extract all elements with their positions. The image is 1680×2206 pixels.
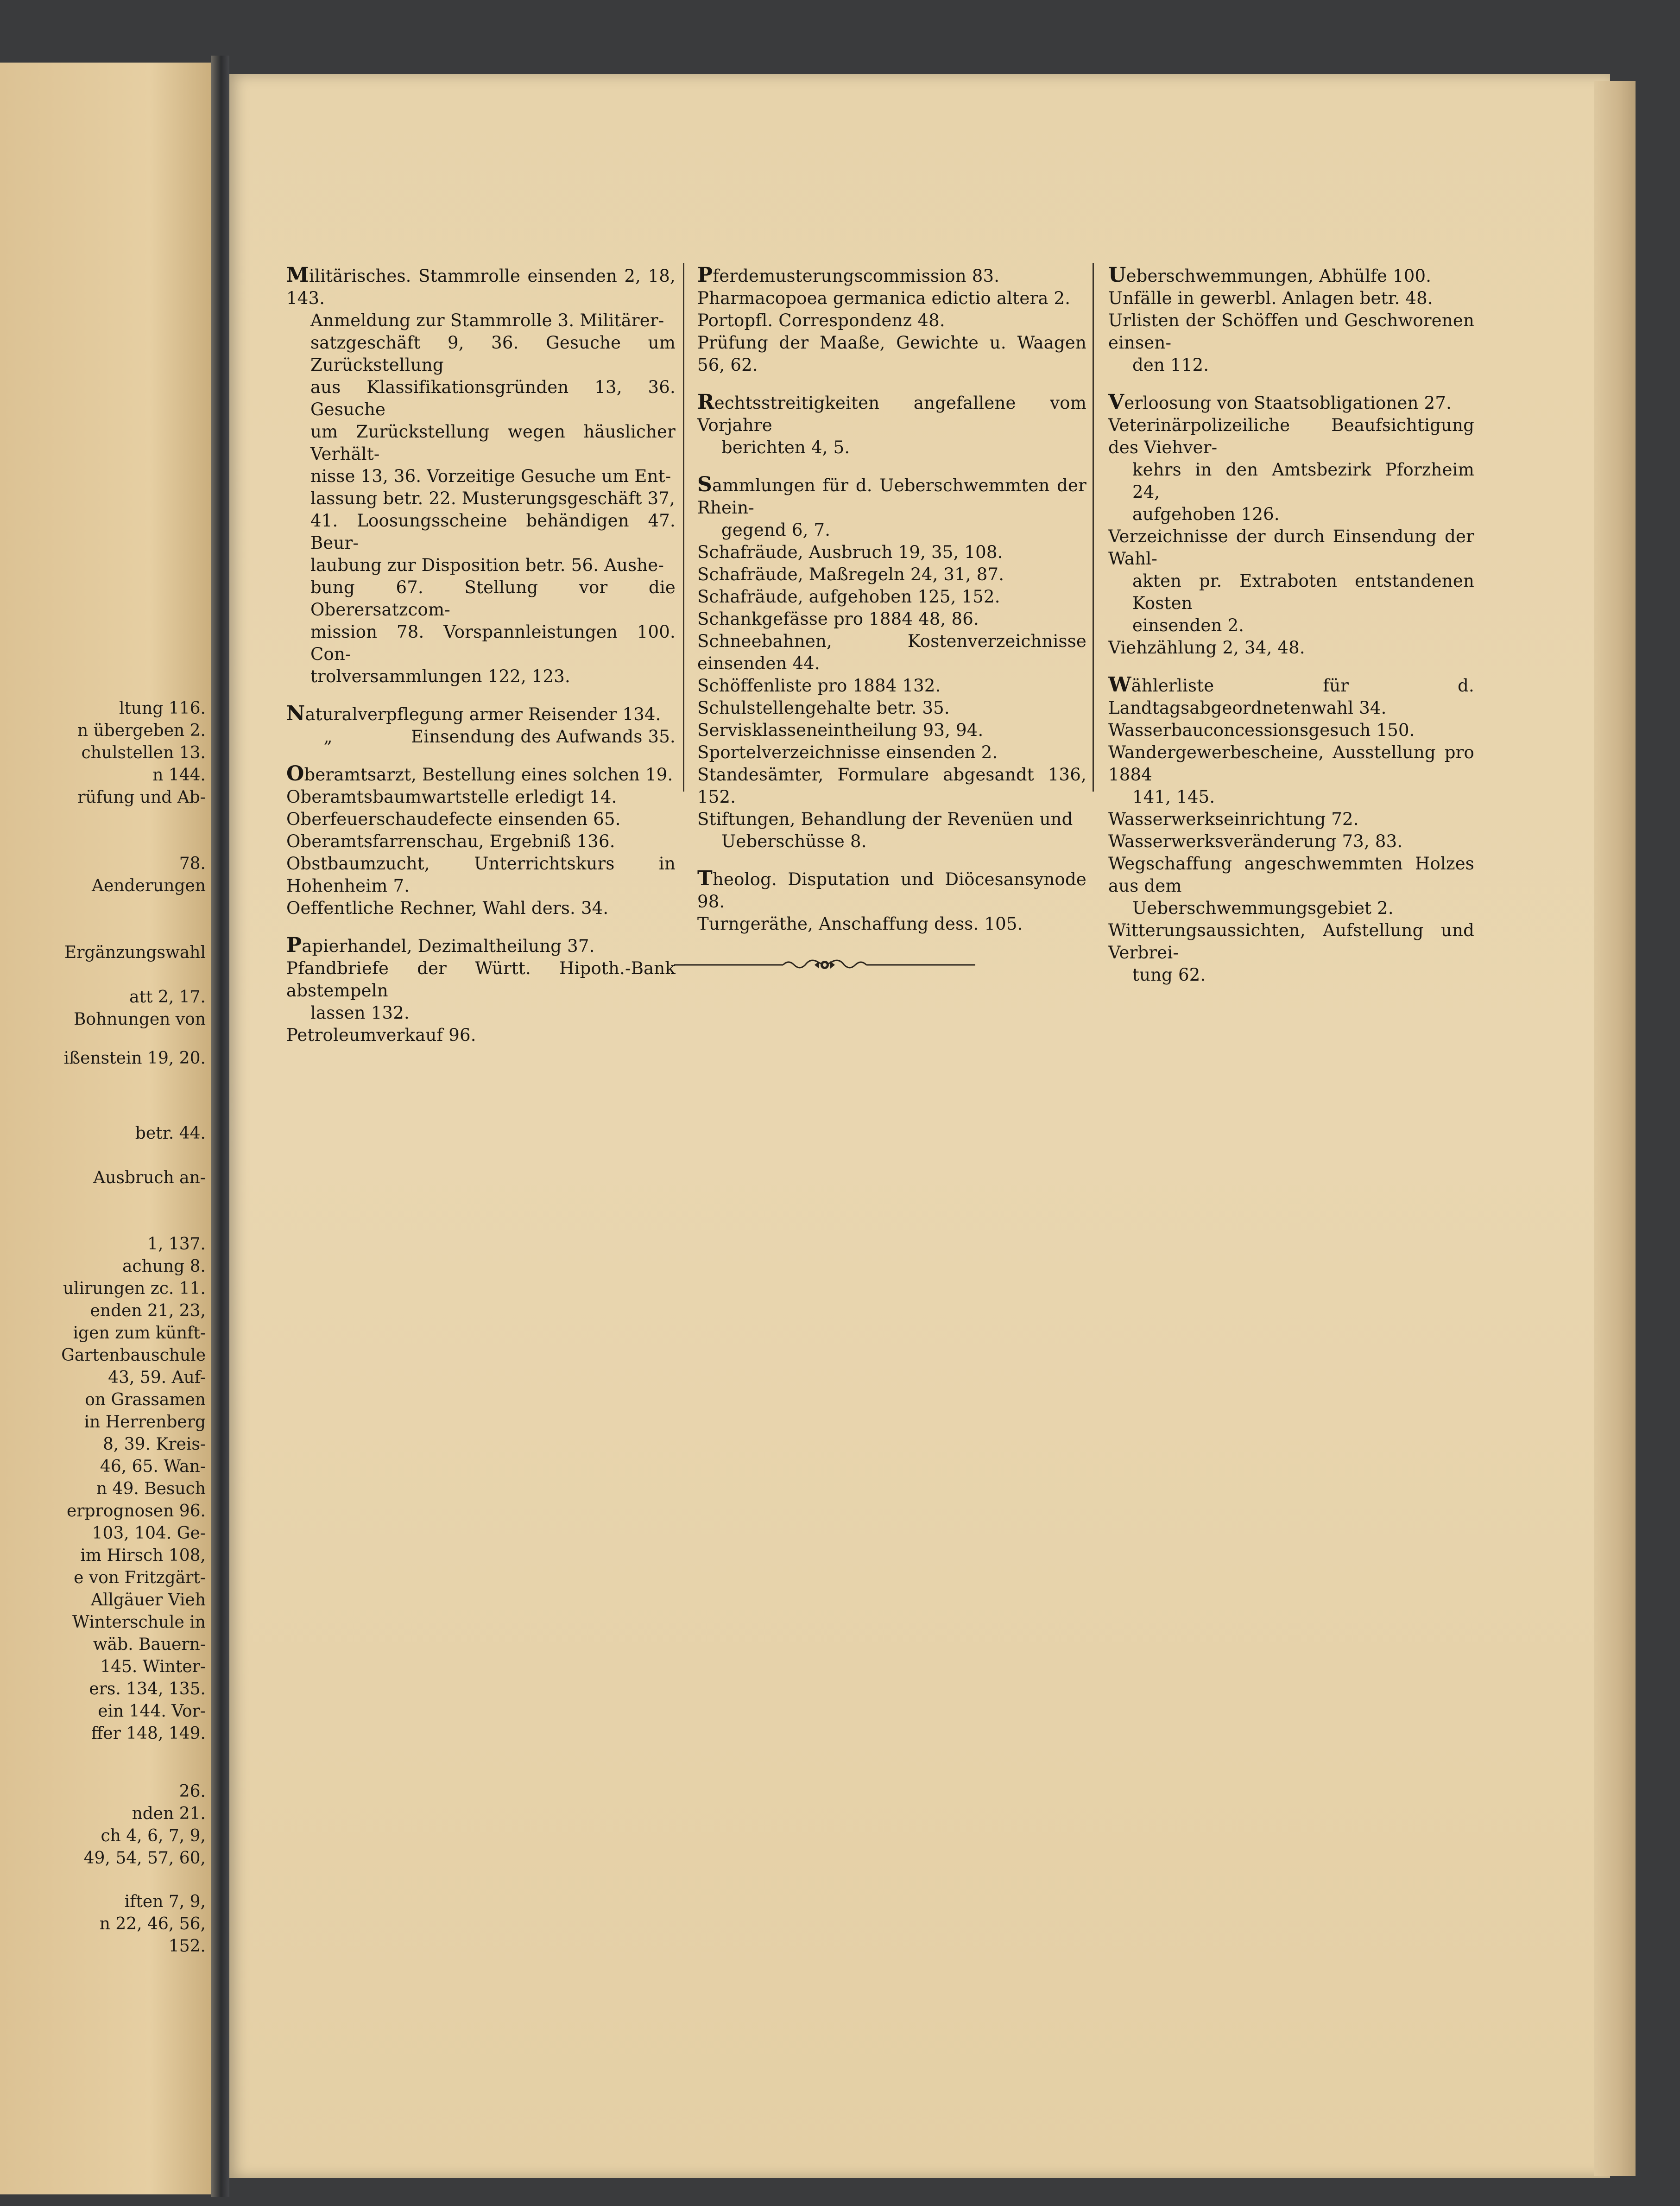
left-page-fragment: betr. 44. xyxy=(135,1124,206,1143)
index-entry-continuation: bung 67. Stellung vor die Oberersatzcom- xyxy=(310,577,676,620)
left-page-fragment: Ergänzungswahl xyxy=(64,943,206,962)
section-initial-letter: N xyxy=(286,702,305,725)
index-entry xyxy=(286,853,676,897)
index-entry-heading: Prüfung der Maaße, Gewichte u. Waagen 56, 62. xyxy=(697,333,1086,375)
section-gap xyxy=(286,748,676,763)
index-entry-heading: Wasserwerkseinrichtung 72. xyxy=(1108,809,1359,829)
index-entry xyxy=(286,808,676,830)
index-entry-continuation: Anmeldung zur Stammrolle 3. Militärer- xyxy=(310,311,664,330)
left-page-fragment: im Hirsch 108, xyxy=(80,1546,206,1565)
index-entry xyxy=(286,703,676,726)
index-entry xyxy=(286,934,676,957)
left-page-fragment: in Herrenberg xyxy=(84,1413,206,1432)
index-entry-heading: Schafräude, aufgehoben 125, 152. xyxy=(697,587,1000,607)
left-page-fragment: att 2, 17. xyxy=(129,988,206,1007)
section-gap xyxy=(1108,659,1474,674)
section-gap xyxy=(697,459,1086,474)
index-entry xyxy=(1108,830,1474,853)
left-page-fragment: erprognosen 96. xyxy=(66,1502,206,1521)
left-page-fragment: 78. xyxy=(179,854,206,873)
index-entry-continuation: Ueberschwemmungsgebiet 2. xyxy=(1132,898,1394,918)
index-entry-heading: Naturalverpflegung armer Reisender 134. xyxy=(286,702,661,725)
index-entry xyxy=(697,586,1086,608)
section-initial-letter: S xyxy=(697,473,712,496)
index-entry xyxy=(1108,674,1474,719)
left-page-fragment: iften 7, 9, xyxy=(124,1892,206,1911)
index-entry-heading: Portopfl. Correspondenz 48. xyxy=(697,311,945,330)
index-entry-heading: Ueberschwemmungen, Abhülfe 100. xyxy=(1108,263,1432,287)
section-initial-letter: V xyxy=(1108,390,1124,414)
left-page-fragment: achung 8. xyxy=(122,1257,206,1276)
left-page-fragment: 46, 65. Wan- xyxy=(100,1457,206,1476)
left-page-fragment: n 49. Besuch xyxy=(96,1479,206,1498)
section-initial-letter: T xyxy=(697,867,713,890)
section-initial-letter: P xyxy=(697,263,713,287)
index-entry xyxy=(286,957,676,1024)
index-entry-heading: Pfandbriefe der Württ. Hipoth.-Bank abstempeln xyxy=(286,958,676,1001)
index-entry-heading: Schulstellengehalte betr. 35. xyxy=(697,698,950,718)
index-entry-heading: Standesämter, Formulare abgesandt 136, 152. xyxy=(697,765,1086,807)
left-page-text-fragments xyxy=(0,63,214,2194)
index-entry xyxy=(286,763,676,786)
left-page-fragment: e von Fritzgärt- xyxy=(74,1568,206,1587)
index-entry-heading: Wegschaffung angeschwemmten Holzes aus dem xyxy=(1108,854,1474,896)
index-entry xyxy=(697,719,1086,742)
index-entry-continuation: nisse 13, 36. Vorzeitige Gesuche um Ent- xyxy=(310,466,671,486)
index-entry-continuation: berichten 4, 5. xyxy=(721,437,850,457)
left-page-fragment: 1, 137. xyxy=(147,1235,206,1254)
section-gap xyxy=(697,853,1086,868)
index-entry-continuation: aus Klassifikationsgründen 13, 36. Gesuche xyxy=(310,377,676,419)
index-entry-heading: Oeffentliche Rechner, Wahl ders. 34. xyxy=(286,898,609,918)
index-entry-heading: Verloosung von Staatsobligationen 27. xyxy=(1108,390,1452,414)
index-entry-heading: Pferdemusterungscommission 83. xyxy=(697,263,1000,287)
index-entry xyxy=(1108,637,1474,659)
index-entry-continuation: lassen 132. xyxy=(310,1003,410,1023)
index-entry-heading: Oberamtsbaumwartstelle erledigt 14. xyxy=(286,787,617,807)
index-entry xyxy=(1108,742,1474,808)
index-entry-heading: Stiftungen, Behandlung der Revenüen und xyxy=(697,809,1073,829)
left-page-fragment: wäb. Bauern- xyxy=(93,1635,206,1654)
index-entry xyxy=(697,742,1086,764)
index-entry xyxy=(1108,919,1474,986)
index-entry-heading: Oberamtsfarrenschau, Ergebniß 136. xyxy=(286,831,615,851)
section-gap xyxy=(697,376,1086,391)
index-entry xyxy=(697,287,1086,310)
index-entry xyxy=(1108,310,1474,376)
index-entry-text: Einsendung des Aufwands 35. xyxy=(411,727,676,747)
index-entry-heading: Oberfeuerschaudefecte einsenden 65. xyxy=(286,809,621,829)
left-page-fragment: n 22, 46, 56, xyxy=(99,1914,206,1933)
index-entry-heading: Schafräude, Maßregeln 24, 31, 87. xyxy=(697,564,1004,584)
left-page-fragment: ers. 134, 135. xyxy=(89,1680,206,1699)
index-entry-heading: Wasserbauconcessionsgesuch 150. xyxy=(1108,720,1415,740)
left-page-fragment: 8, 39. Kreis- xyxy=(102,1435,206,1454)
index-entry-continuation: laubung zur Disposition betr. 56. Aushe- xyxy=(310,555,664,575)
index-entry-heading: Papierhandel, Dezimaltheilung 37. xyxy=(286,933,595,957)
section-initial-letter: R xyxy=(697,390,714,414)
column-rule-2 xyxy=(1093,263,1094,792)
index-entry-ditto-line xyxy=(286,726,676,748)
index-entry-heading: Oberamtsarzt, Bestellung eines solchen 19. xyxy=(286,762,673,786)
index-entry-heading: Urlisten der Schöffen und Geschworenen einsen- xyxy=(1108,311,1474,353)
section-gap xyxy=(286,919,676,934)
left-page-fragment: ch 4, 6, 7, 9, xyxy=(101,1826,206,1845)
index-entry-heading: Unfälle in gewerbl. Anlagen betr. 48. xyxy=(1108,288,1433,308)
index-entry xyxy=(697,808,1086,853)
left-page-fragment: chulstellen 13. xyxy=(81,743,206,762)
left-page-fragment: 26. xyxy=(179,1782,206,1801)
index-entry xyxy=(286,264,676,688)
index-entry xyxy=(697,764,1086,808)
index-entry-continuation: lassung betr. 22. Musterungsgeschäft 37, xyxy=(310,488,676,508)
left-page-fragment: ltung 116. xyxy=(119,699,206,718)
index-entry-continuation: Ueberschüsse 8. xyxy=(721,831,867,851)
index-entry-continuation: trolversammlungen 122, 123. xyxy=(310,666,570,686)
index-entry-heading: Schafräude, Ausbruch 19, 35, 108. xyxy=(697,542,1003,562)
index-entry xyxy=(697,264,1086,287)
index-entry xyxy=(697,541,1086,564)
index-entry xyxy=(697,391,1086,459)
left-page-fragment: enden 21, 23, xyxy=(90,1301,206,1320)
index-entry xyxy=(697,868,1086,913)
index-entry-continuation: gegend 6, 7. xyxy=(721,520,831,540)
index-entry-continuation: mission 78. Vorspannleistungen 100. Con- xyxy=(310,622,676,664)
index-entry xyxy=(1108,808,1474,830)
section-initial-letter: U xyxy=(1108,263,1126,287)
index-entry-heading: Wählerliste für d. Landtagsabgeordnetenwahl 34. xyxy=(1108,673,1474,718)
left-page-fragment: n übergeben 2. xyxy=(77,721,206,740)
left-page-fragment: ffer 148, 149. xyxy=(91,1724,206,1743)
index-entry-heading: Petroleumverkauf 96. xyxy=(286,1025,476,1045)
index-entry xyxy=(697,474,1086,541)
index-entry xyxy=(697,913,1086,935)
index-entry-heading: Theolog. Disputation und Diöcesansynode 98. xyxy=(697,867,1086,912)
index-entry-continuation: einsenden 2. xyxy=(1132,615,1244,635)
index-entry-heading: Viehzählung 2, 34, 48. xyxy=(1108,638,1305,658)
index-entry xyxy=(697,675,1086,697)
left-page-fragment: ein 144. Vor- xyxy=(98,1702,206,1721)
index-entry-continuation: akten pr. Extraboten entstandenen Kosten xyxy=(1132,571,1474,613)
index-entry-continuation: kehrs in den Amtsbezirk Pforzheim 24, xyxy=(1132,460,1474,502)
index-entry-continuation: 41. Loosungsscheine behändigen 47. Beur- xyxy=(310,511,676,553)
page-edge xyxy=(1594,81,1636,2176)
index-entry-heading: Schankgefässe pro 1884 48, 86. xyxy=(697,609,979,629)
index-entry xyxy=(1108,526,1474,637)
left-page-fragment: 145. Winter- xyxy=(100,1657,206,1676)
index-column-2 xyxy=(697,264,1086,935)
index-entry-heading: Wasserwerksveränderung 73, 83. xyxy=(1108,831,1403,851)
index-entry-heading: Sammlungen für d. Ueberschwemmten der Rhein- xyxy=(697,473,1086,518)
index-entry xyxy=(697,564,1086,586)
index-entry xyxy=(1108,391,1474,414)
section-gap xyxy=(286,688,676,703)
index-entry-heading: Verzeichnisse der durch Einsendung der Wahl- xyxy=(1108,526,1474,569)
index-entry xyxy=(286,830,676,853)
index-entry-heading: Schöffenliste pro 1884 132. xyxy=(697,676,941,696)
left-page-fragment: n 144. xyxy=(152,766,206,785)
left-page-fragment: 49, 54, 57, 60, xyxy=(83,1849,206,1868)
index-entry xyxy=(1108,853,1474,919)
left-page-fragment: nden 21. xyxy=(132,1804,206,1823)
index-entry-heading: Schneebahnen, Kostenverzeichnisse einsenden 44. xyxy=(697,631,1086,673)
left-page-fragment: 43, 59. Auf- xyxy=(108,1368,206,1387)
index-entry xyxy=(286,726,676,748)
left-page xyxy=(0,63,214,2194)
left-page-fragment: Allgäuer Vieh xyxy=(90,1591,206,1610)
left-page-fragment: ißenstein 19, 20. xyxy=(63,1049,206,1068)
index-entry xyxy=(697,608,1086,630)
index-entry-continuation: um Zurückstellung wegen häuslicher Verhält- xyxy=(310,422,676,464)
index-entry-heading: Sportelverzeichnisse einsenden 2. xyxy=(697,742,998,762)
index-entry-heading: Wandergewerbescheine, Ausstellung pro 1884 xyxy=(1108,742,1474,785)
column-rule-1 xyxy=(683,263,684,792)
section-initial-letter: W xyxy=(1108,673,1131,697)
index-entry-heading: Witterungsaussichten, Aufstellung und Verbrei- xyxy=(1108,920,1474,963)
section-initial-letter: P xyxy=(286,933,302,957)
index-entry-continuation: satzgeschäft 9, 36. Gesuche um Zurückstellung xyxy=(310,333,676,375)
left-page-fragment: Winterschule in xyxy=(72,1613,206,1632)
index-column-1 xyxy=(286,264,676,1046)
index-entry xyxy=(1108,414,1474,526)
index-entry-heading: Militärisches. Stammrolle einsenden 2, 18, 143. xyxy=(286,263,676,308)
index-column-3 xyxy=(1108,264,1474,986)
left-page-fragment: ulirungen zc. 11. xyxy=(63,1279,206,1298)
index-entry-heading: Pharmacopoea germanica edictio altera 2. xyxy=(697,288,1071,308)
left-page-fragment: 103, 104. Ge- xyxy=(92,1524,206,1543)
book-gutter xyxy=(211,56,229,2197)
index-entry-heading: Turngeräthe, Anschaffung dess. 105. xyxy=(697,914,1023,934)
index-entry-continuation: den 112. xyxy=(1132,355,1209,375)
left-page-fragment: Aenderungen xyxy=(92,876,206,895)
ditto-mark: „ xyxy=(323,727,333,747)
left-page-fragment: rüfung und Ab- xyxy=(77,788,206,807)
left-page-fragment: igen zum künft- xyxy=(73,1324,206,1343)
index-entry xyxy=(1108,719,1474,742)
index-entry xyxy=(697,630,1086,675)
index-entry-continuation: 141, 145. xyxy=(1132,787,1215,807)
index-entry-heading: Veterinärpolizeiliche Beaufsichtigung des Viehver- xyxy=(1108,415,1474,457)
section-initial-letter: O xyxy=(286,762,304,786)
index-entry-continuation: aufgehoben 126. xyxy=(1132,504,1280,524)
left-page-fragment: 152. xyxy=(168,1937,206,1956)
section-initial-letter: M xyxy=(286,263,309,287)
left-page-fragment: Gartenbauschule xyxy=(61,1346,206,1365)
left-page-fragment: Ausbruch an- xyxy=(93,1168,206,1187)
index-entry-heading: Servisklasseneintheilung 93, 94. xyxy=(697,720,984,740)
index-entry xyxy=(697,697,1086,719)
left-page-fragment: on Grassamen xyxy=(85,1390,206,1409)
index-entry xyxy=(286,897,676,919)
index-entry-heading: Rechtsstreitigkeiten angefallene vom Vorjahre xyxy=(697,390,1086,435)
index-entry xyxy=(1108,287,1474,310)
index-entry xyxy=(697,310,1086,332)
index-entry xyxy=(1108,264,1474,287)
left-page-fragment: Bohnungen von xyxy=(73,1010,206,1029)
ornamental-divider xyxy=(674,956,975,974)
index-entry-continuation: tung 62. xyxy=(1132,965,1206,985)
index-entry xyxy=(286,1024,676,1046)
index-entry-heading: Obstbaumzucht, Unterrichtskurs in Hohenheim 7. xyxy=(286,854,676,896)
index-entry xyxy=(697,332,1086,376)
section-gap xyxy=(1108,376,1474,391)
index-entry xyxy=(286,786,676,808)
